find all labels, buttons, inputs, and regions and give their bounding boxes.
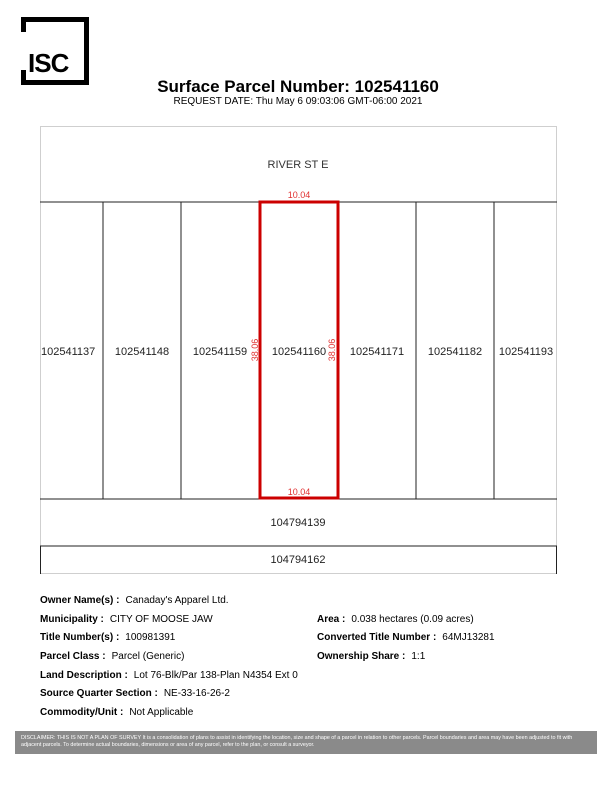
converted-title-value: 64MJ13281 [442,632,495,643]
parcel-label-102541137: 102541137 [41,346,96,358]
disclaimer: DISCLAIMER: THIS IS NOT A PLAN OF SURVEY It is a consolidation of plans to assist in identifying the location, size and shape of a parcel in relation to other parcels. Parcel boundaries and area may have been adjusted to fit with adjacent parcels. To determine actual boundaries, dimensions or area of any parcel, refer to the plan, or consult a surveyor. [15,731,597,754]
parcel-label-104794139: 104794139 [270,517,326,529]
title-number-label: Title Number(s) : [40,632,120,643]
parcel-label-102541159: 102541159 [192,346,248,358]
dimension-top: 10.04 [287,190,311,200]
ownership-share-value: 1:1 [411,651,426,662]
parcel-map [40,126,557,574]
commodity-label: Commodity/Unit : [40,707,124,718]
land-description-label: Land Description : [40,670,128,681]
converted-title-label: Converted Title Number : [317,632,437,643]
municipality-label: Municipality : [40,614,104,625]
area-label: Area : [317,614,346,625]
dimension-right: 38.06 [327,338,337,362]
page-title: Surface Parcel Number: 102541160 [157,77,439,96]
street-name: RIVER ST E [267,159,329,171]
title-number-row [40,632,175,643]
parcel-class-value: Parcel (Generic) [111,651,185,662]
isc-logo [21,17,89,85]
parcel-label-102541171: 102541171 [349,346,405,358]
area-row [317,614,474,625]
source-quarter-value: NE-33-16-26-2 [163,688,230,699]
municipality-value: CITY OF MOOSE JAW [109,614,213,625]
source-quarter-row [40,688,230,699]
owner-label: Owner Name(s) : [40,595,120,606]
municipality-row [40,614,213,625]
logo-gap [21,32,27,70]
land-description-row [40,670,298,681]
request-date: REQUEST DATE: Thu May 6 09:03:06 GMT-06:00 2021 [173,96,423,107]
ownership-share-label: Ownership Share : [317,651,406,662]
parcel-class-row [40,651,184,662]
parcel-label-102541160: 102541160 [271,346,327,358]
title-number-value: 100981391 [125,632,176,643]
parcel-label-104794162: 104794162 [270,554,326,566]
commodity-row [40,707,193,718]
dimension-bottom: 10.04 [287,487,311,497]
converted-title-row [317,632,495,643]
owner-row [40,595,229,606]
dimension-left: 38.06 [250,338,260,362]
parcel-label-102541148: 102541148 [114,346,170,358]
logo-text: ISC [28,48,69,78]
land-description-value: Lot 76-Blk/Par 138-Plan N4354 Ext 0 [133,670,298,681]
area-value: 0.038 hectares (0.09 acres) [351,614,474,625]
parcel-label-102541193: 102541193 [498,346,554,358]
ownership-share-row [317,651,425,662]
owner-value: Canaday's Apparel Ltd. [125,595,229,606]
commodity-value: Not Applicable [129,707,194,718]
source-quarter-label: Source Quarter Section : [40,688,158,699]
parcel-label-102541182: 102541182 [427,346,483,358]
parcel-class-label: Parcel Class : [40,651,106,662]
